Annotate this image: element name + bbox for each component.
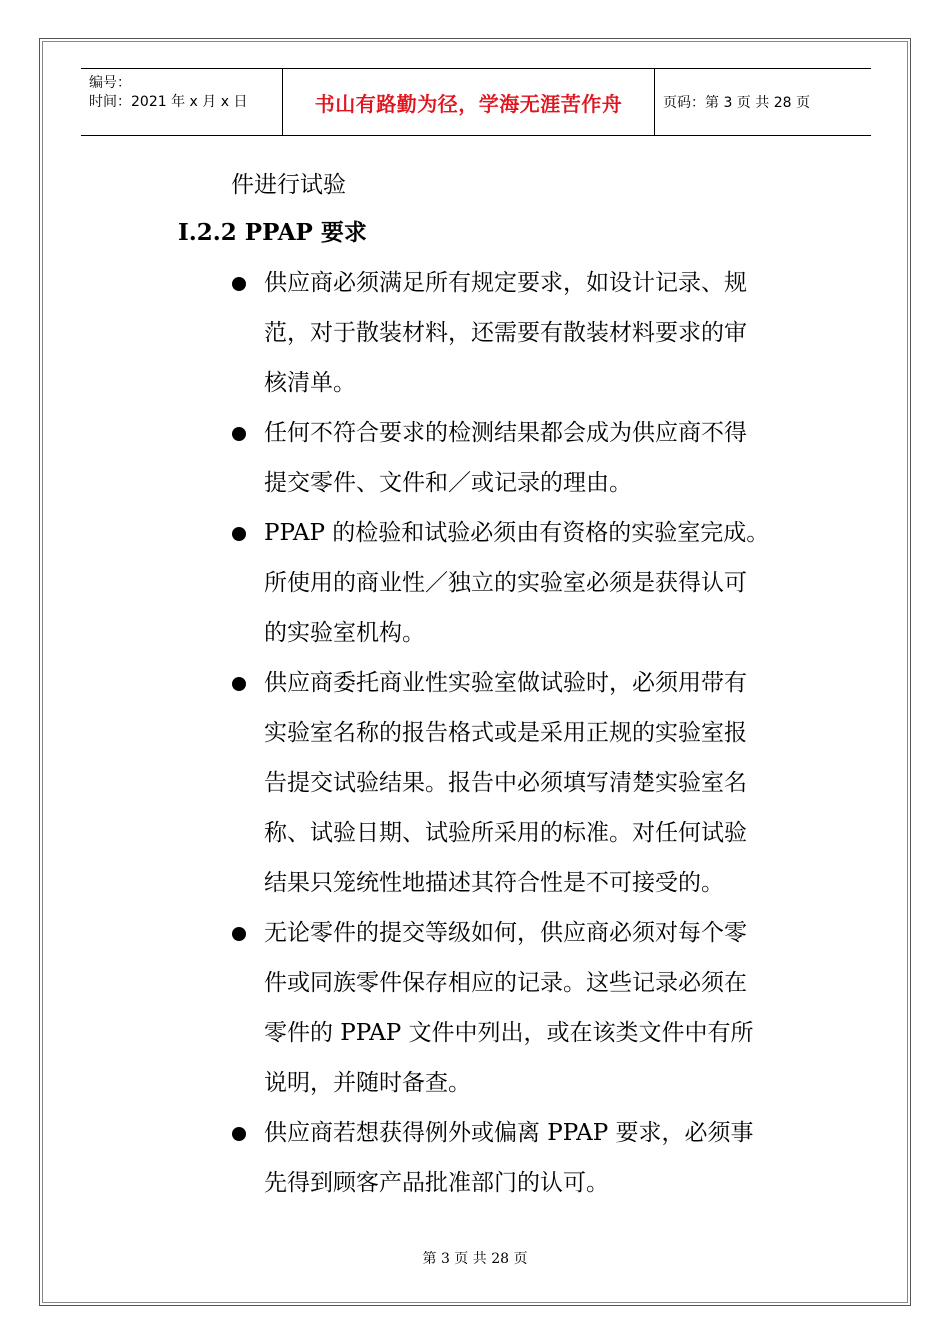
bullet-text-line: 供应商必须满足所有规定要求，如设计记录、规 [264,270,747,296]
bullet-text-line: 无论零件的提交等级如何，供应商必须对每个零 [264,920,747,946]
header-motto: 书山有路勤为径，学海无涯苦作舟 [314,91,623,116]
bullet-text-line: 件或同族零件保存相应的记录。这些记录必须在 [264,970,747,996]
header-motto-cell [283,69,655,135]
bullet-text-line: 告提交试验结果。报告中必须填写清楚实验室名 [264,770,747,796]
bullet-dot [232,927,246,941]
bullet-dot [232,1127,246,1141]
header-page-cell [655,69,871,135]
bullet-text-line: 所使用的商业性／独立的实验室必须是获得认可 [264,570,747,596]
document-number-label: 编号： [89,75,131,91]
bullet-dot [232,427,246,441]
bullet-dot [232,677,246,691]
bullet-text-line: 核清单。 [264,370,356,396]
document-date-label: 时间：2021 年 x 月 x 日 [89,94,248,110]
section-heading: I.2.2 PPAP 要求 [178,219,367,246]
bullet-text-line: 提交零件、文件和／或记录的理由。 [264,470,632,496]
header-page-info: 页码：第 3 页 共 28 页 [663,95,810,111]
bullet-text-line: 的实验室机构。 [264,620,425,646]
bullet-text-line: 先得到顾客产品批准部门的认可。 [264,1170,609,1196]
header-left-cell [81,69,283,135]
page-header [81,68,871,136]
bullet-text-line: 供应商若想获得例外或偏离 PPAP 要求，必须事 [264,1120,754,1146]
bullet-text-line: 任何不符合要求的检测结果都会成为供应商不得 [264,420,747,446]
bullet-text-line: PPAP 的检验和试验必须由有资格的实验室完成。 [264,520,770,546]
bullet-dot [232,277,246,291]
bullet-text-line: 零件的 PPAP 文件中列出，或在该类文件中有所 [264,1020,754,1046]
bullet-text-line: 范，对于散装材料，还需要有散装材料要求的审 [264,320,747,346]
page-footer: 第 3 页 共 28 页 [422,1251,528,1267]
bullet-text-line: 说明，并随时备查。 [264,1070,471,1096]
continuation-text: 件进行试验 [231,172,346,198]
bullet-text-line: 结果只笼统性地描述其符合性是不可接受的。 [264,870,724,896]
bullet-text-line: 称、试验日期、试验所采用的标准。对任何试验 [264,820,747,846]
bullet-dot [232,527,246,541]
bullet-text-line: 实验室名称的报告格式或是采用正规的实验室报 [264,720,747,746]
bullet-text-line: 供应商委托商业性实验室做试验时，必须用带有 [264,670,747,696]
